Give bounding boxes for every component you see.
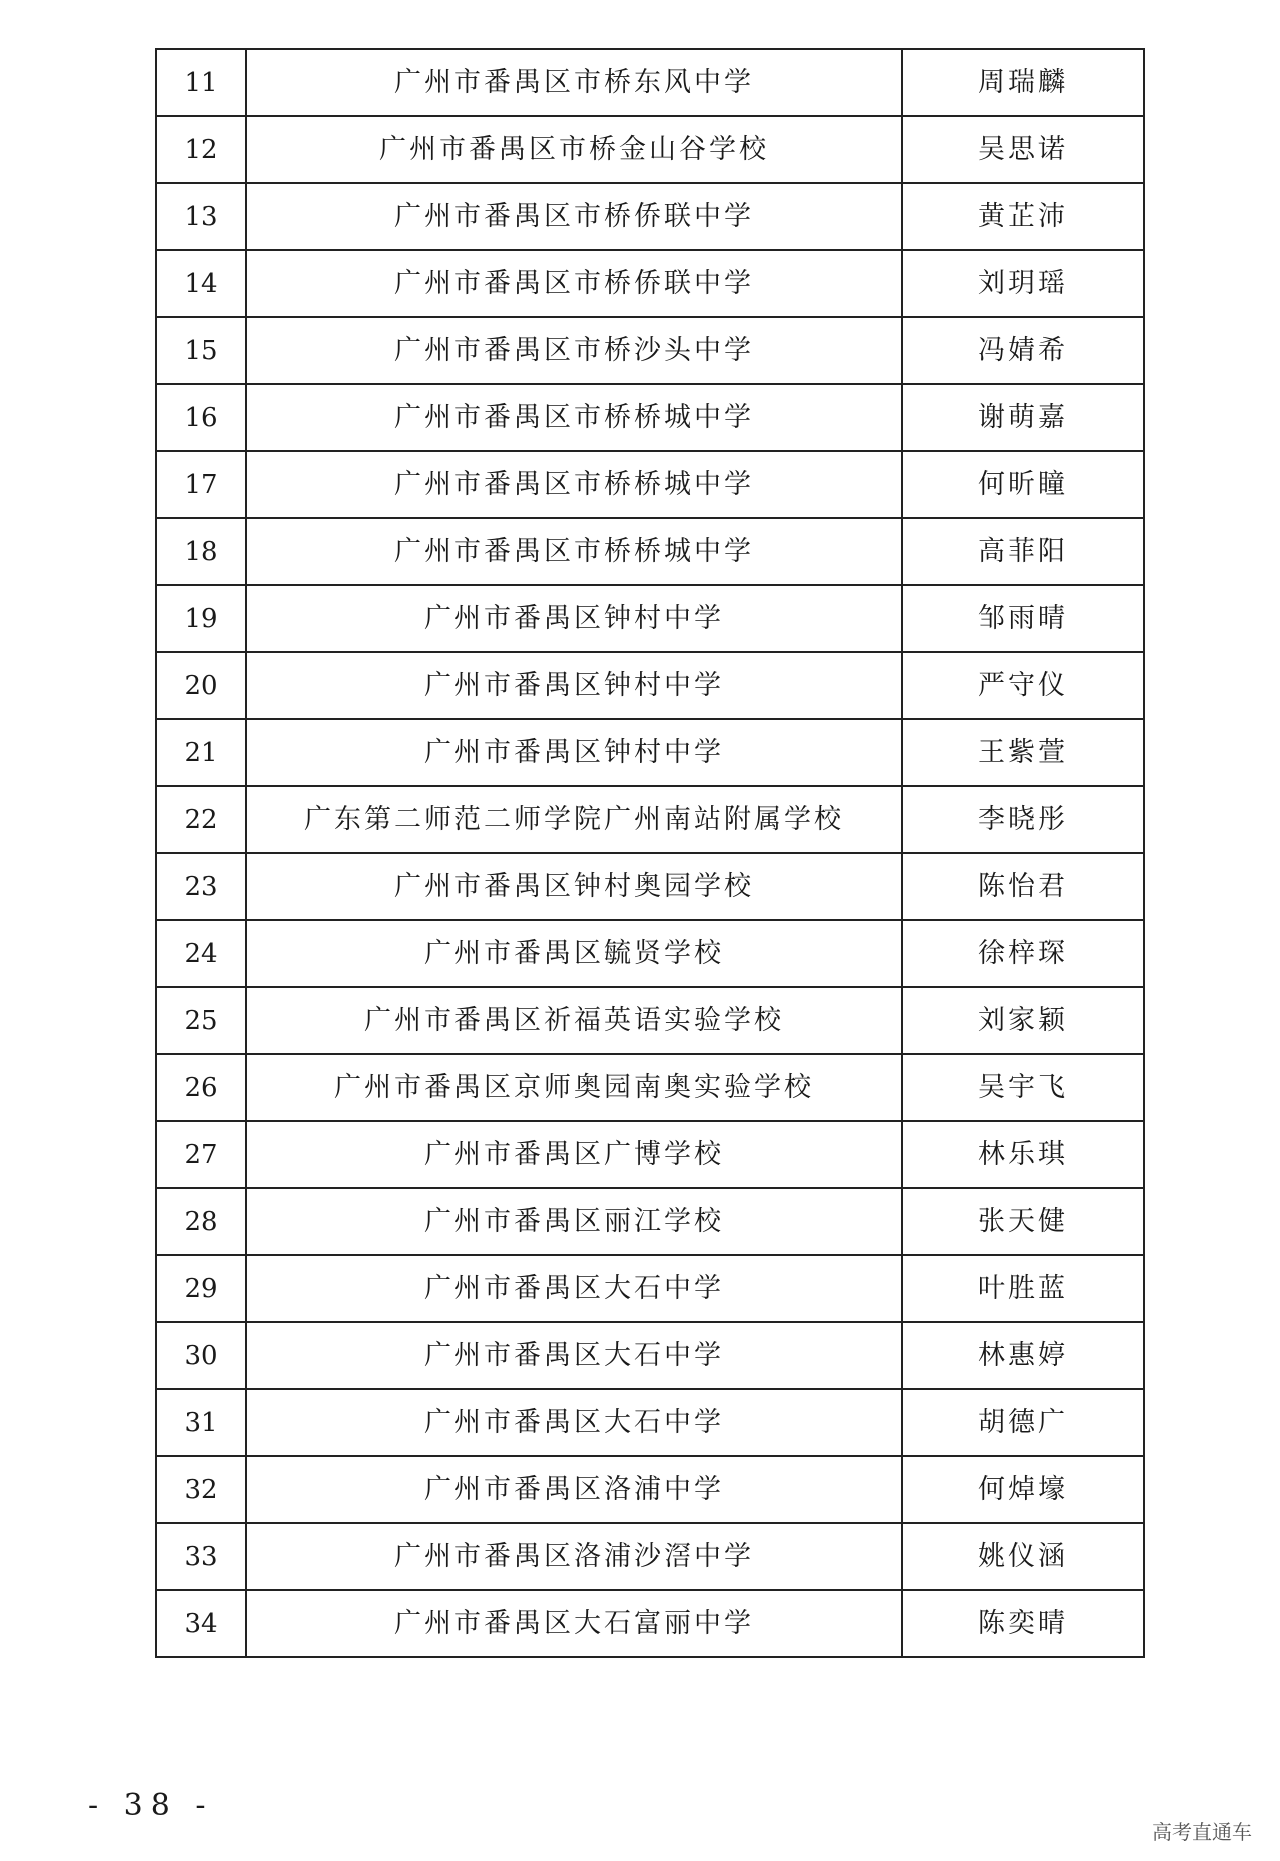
row-number-cell: 18 [156, 518, 246, 585]
student-name-cell: 林乐琪 [902, 1121, 1144, 1188]
school-name-cell: 广州市番禺区钟村中学 [246, 652, 902, 719]
school-name-cell: 广州市番禺区大石富丽中学 [246, 1590, 902, 1657]
student-name-cell: 陈奕晴 [902, 1590, 1144, 1657]
table-row [156, 1121, 1144, 1188]
row-number-cell: 23 [156, 853, 246, 920]
row-number-cell: 30 [156, 1322, 246, 1389]
school-name-cell: 广州市番禺区大石中学 [246, 1255, 902, 1322]
table-row [156, 1590, 1144, 1657]
student-name-cell: 吴思诺 [902, 116, 1144, 183]
student-name-cell: 刘玥瑶 [902, 250, 1144, 317]
table-row [156, 585, 1144, 652]
row-number-cell: 11 [156, 49, 246, 116]
row-number-cell: 13 [156, 183, 246, 250]
school-name-cell: 广州市番禺区洛浦中学 [246, 1456, 902, 1523]
page-number: - 38 - [88, 1788, 214, 1823]
row-number-cell: 12 [156, 116, 246, 183]
student-name-cell: 吴宇飞 [902, 1054, 1144, 1121]
row-number-cell: 26 [156, 1054, 246, 1121]
table-row [156, 1188, 1144, 1255]
row-number-cell: 16 [156, 384, 246, 451]
school-name-cell: 广州市番禺区丽江学校 [246, 1188, 902, 1255]
row-number-cell: 28 [156, 1188, 246, 1255]
student-name-cell: 谢萌嘉 [902, 384, 1144, 451]
student-name-cell: 严守仪 [902, 652, 1144, 719]
school-name-cell: 广州市番禺区钟村中学 [246, 719, 902, 786]
table-row [156, 451, 1144, 518]
student-name-cell: 徐梓琛 [902, 920, 1144, 987]
row-number-cell: 22 [156, 786, 246, 853]
school-name-cell: 广州市番禺区钟村中学 [246, 585, 902, 652]
row-number-cell: 31 [156, 1389, 246, 1456]
table-row [156, 719, 1144, 786]
row-number-cell: 24 [156, 920, 246, 987]
row-number-cell: 25 [156, 987, 246, 1054]
school-name-cell: 广州市番禺区京师奥园南奥实验学校 [246, 1054, 902, 1121]
student-name-cell: 王紫萱 [902, 719, 1144, 786]
student-name-cell: 黄芷沛 [902, 183, 1144, 250]
table-row [156, 1389, 1144, 1456]
school-name-cell: 广东第二师范二师学院广州南站附属学校 [246, 786, 902, 853]
school-name-cell: 广州市番禺区市桥桥城中学 [246, 451, 902, 518]
student-name-cell: 张天健 [902, 1188, 1144, 1255]
table-row [156, 853, 1144, 920]
row-number-cell: 20 [156, 652, 246, 719]
table-row [156, 1255, 1144, 1322]
table-row [156, 1523, 1144, 1590]
school-name-cell: 广州市番禺区毓贤学校 [246, 920, 902, 987]
student-name-cell: 刘家颖 [902, 987, 1144, 1054]
table-row [156, 1322, 1144, 1389]
school-name-cell: 广州市番禺区市桥桥城中学 [246, 384, 902, 451]
watermark-text: 高考直通车 [1152, 1820, 1252, 1844]
student-name-cell: 李晓彤 [902, 786, 1144, 853]
row-number-cell: 19 [156, 585, 246, 652]
row-number-cell: 33 [156, 1523, 246, 1590]
row-number-cell: 29 [156, 1255, 246, 1322]
table-row [156, 1456, 1144, 1523]
school-name-cell: 广州市番禺区市桥桥城中学 [246, 518, 902, 585]
student-name-cell: 周瑞麟 [902, 49, 1144, 116]
school-name-cell: 广州市番禺区广博学校 [246, 1121, 902, 1188]
table-row [156, 384, 1144, 451]
winners-table [155, 48, 1145, 1658]
student-name-cell: 胡德广 [902, 1389, 1144, 1456]
school-name-cell: 广州市番禺区市桥侨联中学 [246, 250, 902, 317]
table-row [156, 1054, 1144, 1121]
student-name-cell: 何昕瞳 [902, 451, 1144, 518]
school-name-cell: 广州市番禺区市桥金山谷学校 [246, 116, 902, 183]
table-row [156, 49, 1144, 116]
school-name-cell: 广州市番禺区市桥东风中学 [246, 49, 902, 116]
student-name-cell: 邹雨晴 [902, 585, 1144, 652]
row-number-cell: 17 [156, 451, 246, 518]
school-name-cell: 广州市番禺区大石中学 [246, 1322, 902, 1389]
student-name-cell: 叶胜蓝 [902, 1255, 1144, 1322]
student-name-cell: 姚仪涵 [902, 1523, 1144, 1590]
school-name-cell: 广州市番禺区祈福英语实验学校 [246, 987, 902, 1054]
table-row [156, 250, 1144, 317]
student-name-cell: 林惠婷 [902, 1322, 1144, 1389]
row-number-cell: 27 [156, 1121, 246, 1188]
school-name-cell: 广州市番禺区钟村奥园学校 [246, 853, 902, 920]
student-name-cell: 高菲阳 [902, 518, 1144, 585]
table-row [156, 183, 1144, 250]
winners-table-body [156, 49, 1144, 1657]
student-name-cell: 何焯壕 [902, 1456, 1144, 1523]
school-name-cell: 广州市番禺区大石中学 [246, 1389, 902, 1456]
row-number-cell: 14 [156, 250, 246, 317]
student-name-cell: 陈怡君 [902, 853, 1144, 920]
row-number-cell: 32 [156, 1456, 246, 1523]
school-name-cell: 广州市番禺区市桥沙头中学 [246, 317, 902, 384]
school-name-cell: 广州市番禺区市桥侨联中学 [246, 183, 902, 250]
school-name-cell: 广州市番禺区洛浦沙滘中学 [246, 1523, 902, 1590]
table-row [156, 987, 1144, 1054]
row-number-cell: 34 [156, 1590, 246, 1657]
table-row [156, 920, 1144, 987]
row-number-cell: 21 [156, 719, 246, 786]
table-row [156, 518, 1144, 585]
table-row [156, 317, 1144, 384]
table-row [156, 786, 1144, 853]
row-number-cell: 15 [156, 317, 246, 384]
student-name-cell: 冯婧希 [902, 317, 1144, 384]
table-row [156, 116, 1144, 183]
table-row [156, 652, 1144, 719]
